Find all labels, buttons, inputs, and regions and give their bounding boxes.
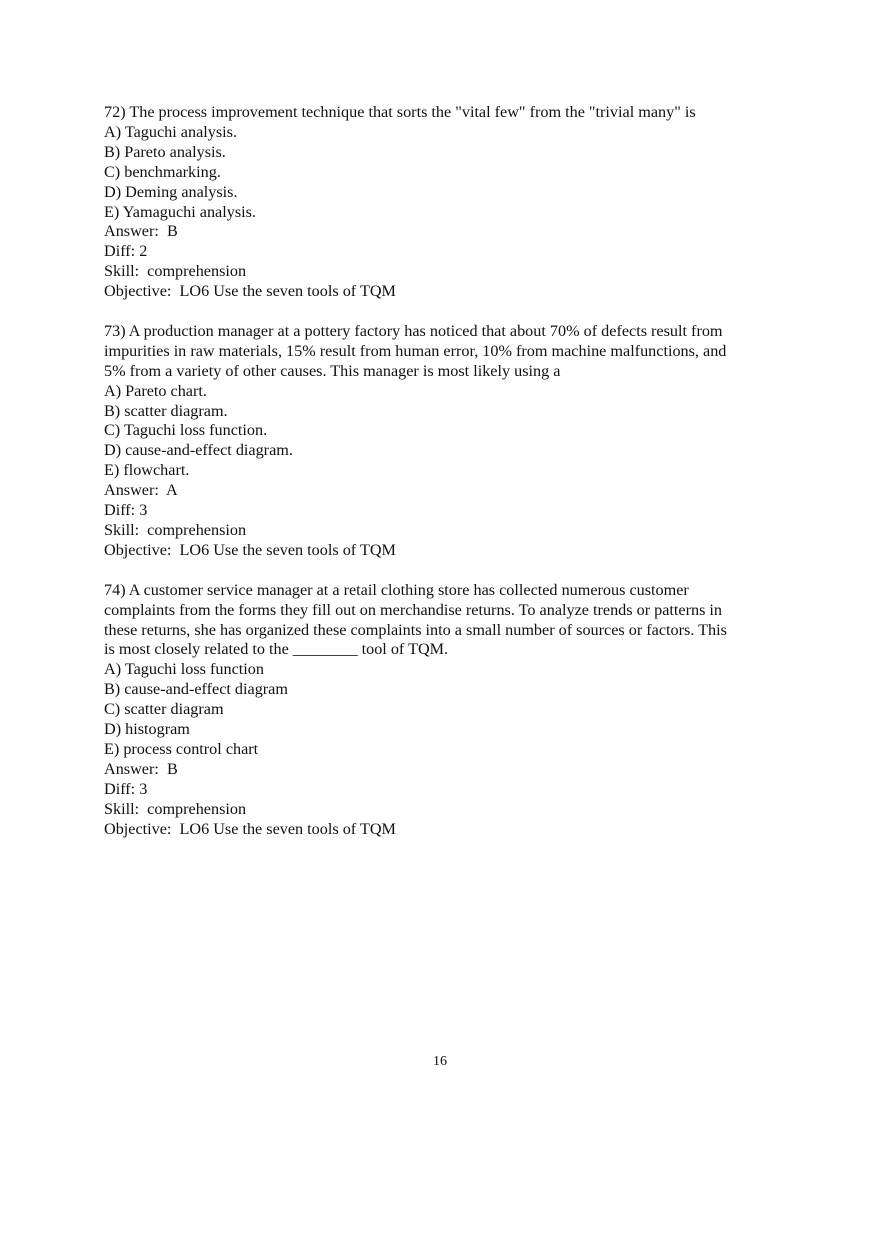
option-c: C) scatter diagram [104,700,224,719]
question-stem-line: impurities in raw materials, 15% result from human error, 10% from machine malfunctions, and [104,341,727,360]
question-stem-line: these returns, she has organized these complaints into a small number of sources or factors. This [104,620,727,639]
answer-line: Answer: B [104,759,178,778]
question-stem-line: 5% from a variety of other causes. This manager is most likely using a [104,361,561,380]
objective-line: Objective: LO6 Use the seven tools of TQM [104,819,396,838]
skill-line: Skill: comprehension [104,262,247,281]
question-stem-line: 74) A customer service manager at a retail clothing store has collected numerous customer [104,580,689,599]
option-d: D) cause-and-effect diagram. [104,441,293,460]
question-73 [104,322,784,561]
answer-line: Answer: B [104,222,178,241]
question-stem-line: is most closely related to the ________ tool of TQM. [104,640,449,659]
question-stem-line: 73) A production manager at a pottery factory has noticed that about 70% of defects result from [104,321,723,340]
skill-line: Skill: comprehension [104,521,247,540]
question-stem-line: complaints from the forms they fill out on merchandise returns. To analyze trends or patterns in [104,600,723,619]
page-number: 16 [433,1054,447,1069]
skill-line: Skill: comprehension [104,799,247,818]
option-d: D) histogram [104,720,190,739]
option-b: B) scatter diagram. [104,401,228,420]
question-stem-line: 72) The process improvement technique that sorts the "vital few" from the "trivial many" is [104,103,696,121]
objective-line: Objective: LO6 Use the seven tools of TQM [104,540,396,559]
objective-line: Objective: LO6 Use the seven tools of TQM [104,282,396,301]
question-72 [104,103,784,302]
difficulty-line: Diff: 3 [104,501,148,520]
question-list [104,103,784,859]
option-c: C) Taguchi loss function. [104,421,268,440]
question-74 [104,581,784,840]
option-e: E) flowchart. [104,461,190,480]
option-c: C) benchmarking. [104,162,221,181]
difficulty-line: Diff: 3 [104,779,148,798]
option-e: E) process control chart [104,739,259,758]
option-d: D) Deming analysis. [104,182,238,201]
difficulty-line: Diff: 2 [104,242,148,261]
option-a: A) Taguchi analysis. [104,122,237,141]
answer-line: Answer: A [104,481,178,500]
option-e: E) Yamaguchi analysis. [104,202,256,221]
option-a: A) Pareto chart. [104,381,207,400]
option-b: B) cause-and-effect diagram [104,680,288,699]
option-b: B) Pareto analysis. [104,142,226,161]
option-a: A) Taguchi loss function [104,660,264,679]
